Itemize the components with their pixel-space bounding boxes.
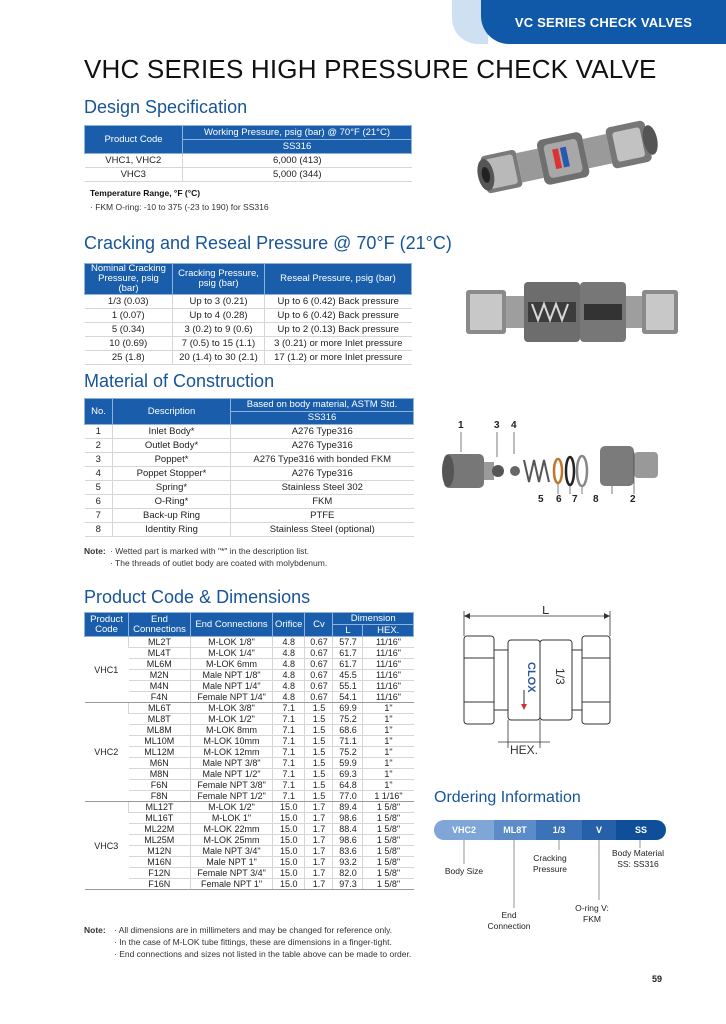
cell: 25 (1.8) <box>85 350 173 364</box>
table-row <box>85 725 414 736</box>
size-label: 1/3 <box>553 668 567 685</box>
cell: 15.0 <box>273 857 305 868</box>
table-row <box>85 703 414 714</box>
cell: 1 5/8" <box>363 868 414 879</box>
cell: ML8T <box>129 714 191 725</box>
prod-header-end: End Connections <box>129 613 191 637</box>
cell: 1 5/8" <box>363 813 414 824</box>
ordering-label-material: Body Material SS: SS316 <box>612 848 664 869</box>
cell: ML25M <box>129 835 191 846</box>
cell: 7.1 <box>273 747 305 758</box>
cell: 1 <box>85 425 113 439</box>
callout-8: 8 <box>593 494 599 505</box>
table-row <box>85 736 414 747</box>
cell: 7 <box>85 509 113 523</box>
cell: 1" <box>363 780 414 791</box>
cell: 1.7 <box>305 824 333 835</box>
cell: ML16T <box>129 813 191 824</box>
crack-header-reseal: Reseal Pressure, psig (bar) <box>265 264 412 295</box>
cell: M8N <box>129 769 191 780</box>
cell: 61.7 <box>333 659 363 670</box>
cell: Stainless Steel (optional) <box>231 523 414 537</box>
cell: FKM <box>231 495 414 509</box>
cell: F16N <box>129 879 191 890</box>
cell: 4.8 <box>273 637 305 648</box>
crack-header-cracking: Cracking Pressure, psig (bar) <box>173 264 265 295</box>
cell: 2 <box>85 439 113 453</box>
cell: 15.0 <box>273 802 305 813</box>
mat-header-based: Based on body material, ASTM Std. <box>231 399 414 412</box>
crack-header-nominal: Nominal Cracking Pressure, psig (bar) <box>85 264 173 295</box>
cell: 1.5 <box>305 769 333 780</box>
cell: 15.0 <box>273 868 305 879</box>
table-row <box>85 813 414 824</box>
cell: 1 5/8" <box>363 824 414 835</box>
cell: 98.6 <box>333 813 363 824</box>
cell: M-LOK 1/8" <box>191 637 273 648</box>
cell: Up to 4 (0.28) <box>173 308 265 322</box>
cell: ML22M <box>129 824 191 835</box>
prod-header-endconn: End Connections <box>191 613 273 637</box>
temp-range-title: Temperature Range, °F (°C) <box>90 188 201 198</box>
callout-1: 1 <box>458 420 464 431</box>
cell: 17 (1.2) or more Inlet pressure <box>265 350 412 364</box>
cell: 4.8 <box>273 681 305 692</box>
product-code-cell: VHC3 <box>85 802 129 890</box>
cell: 61.7 <box>333 648 363 659</box>
cell: A276 Type316 <box>231 425 414 439</box>
table-row <box>85 670 414 681</box>
mat-header-material: SS316 <box>231 412 414 425</box>
cell: 15.0 <box>273 813 305 824</box>
table-row <box>85 467 414 481</box>
cell: 15.0 <box>273 846 305 857</box>
prod-header-orifice: Orifice <box>273 613 305 637</box>
cell: 8 <box>85 523 113 537</box>
cell: ML10M <box>129 736 191 747</box>
cell: Female NPT 1/4" <box>191 692 273 703</box>
cell: 4.8 <box>273 648 305 659</box>
prod-header-l: L <box>333 625 363 637</box>
ordering-seg-oring: V <box>582 820 616 840</box>
cell: 0.67 <box>305 659 333 670</box>
cell: M16N <box>129 857 191 868</box>
cell: O-Ring* <box>113 495 231 509</box>
cell: Outlet Body* <box>113 439 231 453</box>
table-row <box>85 769 414 780</box>
cell: M-LOK 25mm <box>191 835 273 846</box>
cell: 11/16" <box>363 637 414 648</box>
header-tag: VC SERIES CHECK VALVES <box>481 0 726 44</box>
cell: ML6T <box>129 703 191 714</box>
ordering-label-end: End Connection <box>487 910 531 931</box>
table-row <box>85 322 412 336</box>
table-row <box>85 439 414 453</box>
cell: 98.6 <box>333 835 363 846</box>
cell: 97.3 <box>333 879 363 890</box>
cell: Up to 2 (0.13) Back pressure <box>265 322 412 336</box>
cell: M-LOK 12mm <box>191 747 273 758</box>
cell: 1 (0.07) <box>85 308 173 322</box>
cell: M-LOK 1/4" <box>191 648 273 659</box>
prod-header-cv: Cv <box>305 613 333 637</box>
table-row <box>85 824 414 835</box>
prod-header-dimension: Dimension <box>333 613 414 625</box>
ordering-bar <box>434 820 666 840</box>
cell: Male NPT 3/8" <box>191 758 273 769</box>
table-row <box>85 648 414 659</box>
table-row <box>85 425 414 439</box>
cell: Back-up Ring <box>113 509 231 523</box>
table-row <box>85 453 414 467</box>
cell: 54.1 <box>333 692 363 703</box>
cell: 1" <box>363 769 414 780</box>
table-row <box>85 835 414 846</box>
product-code-cell: VHC2 <box>85 703 129 802</box>
callout-3: 3 <box>494 420 500 431</box>
cell: F8N <box>129 791 191 802</box>
cell: VHC3 <box>85 168 183 182</box>
cell: 1.7 <box>305 879 333 890</box>
cell: 0.67 <box>305 681 333 692</box>
cell: 1" <box>363 747 414 758</box>
cell: 15.0 <box>273 835 305 846</box>
table-row <box>85 659 414 670</box>
page-title: VHC SERIES HIGH PRESSURE CHECK VALVE <box>84 54 657 84</box>
cell: 1.7 <box>305 846 333 857</box>
cell: 1" <box>363 714 414 725</box>
cell: 3 <box>85 453 113 467</box>
cell: ML4T <box>129 648 191 659</box>
cell: F6N <box>129 780 191 791</box>
table-row <box>85 350 412 364</box>
cell: 1" <box>363 736 414 747</box>
cell: 1/3 (0.03) <box>85 294 173 308</box>
dim-l-label: L <box>542 606 550 617</box>
cell: 45.5 <box>333 670 363 681</box>
cell: Male NPT 1" <box>191 857 273 868</box>
cell: 0.67 <box>305 637 333 648</box>
cell: F4N <box>129 692 191 703</box>
cell: 4 <box>85 467 113 481</box>
product-table <box>84 612 414 890</box>
cell: 11/16" <box>363 670 414 681</box>
table-row <box>85 308 412 322</box>
ordering-seg-material: SS <box>616 820 666 840</box>
cell: M-LOK 1/2" <box>191 714 273 725</box>
table-row <box>85 846 414 857</box>
cell: PTFE <box>231 509 414 523</box>
cell: 0.67 <box>305 670 333 681</box>
product-table-body <box>85 637 414 890</box>
cell: 6 <box>85 495 113 509</box>
cracking-table <box>84 263 412 365</box>
cell: 11/16" <box>363 692 414 703</box>
cell: 7.1 <box>273 769 305 780</box>
material-section-title: Material of Construction <box>84 371 275 391</box>
cell: Poppet Stopper* <box>113 467 231 481</box>
cell: 1.5 <box>305 747 333 758</box>
cell: 20 (1.4) to 30 (2.1) <box>173 350 265 364</box>
cell: 0.67 <box>305 692 333 703</box>
cell: 7.1 <box>273 780 305 791</box>
cell: Up to 3 (0.21) <box>173 294 265 308</box>
cell: 57.7 <box>333 637 363 648</box>
cell: M-LOK 6mm <box>191 659 273 670</box>
table-row <box>85 747 414 758</box>
cell: 15.0 <box>273 824 305 835</box>
design-header-code: Product Code <box>85 126 183 154</box>
table-row <box>85 791 414 802</box>
cell: 1" <box>363 758 414 769</box>
valve-cutaway <box>462 268 682 356</box>
cell: 1.5 <box>305 714 333 725</box>
page-number: 59 <box>652 974 663 984</box>
cell: 69.9 <box>333 703 363 714</box>
table-row <box>85 168 412 182</box>
table-row <box>85 294 412 308</box>
cell: VHC1, VHC2 <box>85 154 183 168</box>
ordering-label-body-size: Body Size <box>444 866 484 876</box>
product-note-label: Note: <box>84 925 106 935</box>
cell: 83.6 <box>333 846 363 857</box>
cell: 6,000 (413) <box>183 154 412 168</box>
material-note-1: · Wetted part is marked with "*" in the description list. <box>110 546 310 556</box>
cell: Up to 6 (0.42) Back pressure <box>265 294 412 308</box>
cell: A276 Type316 with bonded FKM <box>231 453 414 467</box>
cell: 5 <box>85 481 113 495</box>
cell: 1.5 <box>305 725 333 736</box>
table-row <box>85 879 414 890</box>
cell: 4.8 <box>273 659 305 670</box>
cell: ML6M <box>129 659 191 670</box>
cell: 82.0 <box>333 868 363 879</box>
cell: 3 (0.21) or more Inlet pressure <box>265 336 412 350</box>
cell: 5 (0.34) <box>85 322 173 336</box>
table-row <box>85 154 412 168</box>
cell: 0.67 <box>305 648 333 659</box>
cell: ML12T <box>129 802 191 813</box>
valve-photo <box>470 112 675 197</box>
product-section-title: Product Code & Dimensions <box>84 587 311 607</box>
cell: 68.6 <box>333 725 363 736</box>
cell: ML8M <box>129 725 191 736</box>
cell: 59.9 <box>333 758 363 769</box>
product-code-cell: VHC1 <box>85 637 129 703</box>
material-table <box>84 398 414 537</box>
hex-label: HEX. <box>510 743 539 756</box>
cell: Stainless Steel 302 <box>231 481 414 495</box>
cell: M-LOK 8mm <box>191 725 273 736</box>
cell: 93.2 <box>333 857 363 868</box>
table-row <box>85 495 414 509</box>
cell: 64.8 <box>333 780 363 791</box>
cell: 1 5/8" <box>363 846 414 857</box>
cell: 77.0 <box>333 791 363 802</box>
cell: Female NPT 3/8" <box>191 780 273 791</box>
cell: 1 5/8" <box>363 857 414 868</box>
callout-2: 2 <box>630 494 636 505</box>
cell: 1.5 <box>305 703 333 714</box>
cell: Male NPT 1/4" <box>191 681 273 692</box>
cell: 1 5/8" <box>363 835 414 846</box>
cell: 4.8 <box>273 670 305 681</box>
cell: 55.1 <box>333 681 363 692</box>
cell: Identity Ring <box>113 523 231 537</box>
cell: A276 Type316 <box>231 467 414 481</box>
prod-header-code: Product Code <box>85 613 129 637</box>
cell: Up to 6 (0.42) Back pressure <box>265 308 412 322</box>
cell: 75.2 <box>333 714 363 725</box>
cell: 75.2 <box>333 747 363 758</box>
cell: 1" <box>363 703 414 714</box>
callout-5: 5 <box>538 494 544 505</box>
cell: M4N <box>129 681 191 692</box>
cell: 7.1 <box>273 736 305 747</box>
cell: 1.7 <box>305 868 333 879</box>
cracking-section-title: Cracking and Reseal Pressure @ 70°F (21°C) <box>84 233 452 253</box>
cell: Spring* <box>113 481 231 495</box>
cell: Female NPT 1" <box>191 879 273 890</box>
dimension-drawing <box>440 606 655 756</box>
cell: 1.5 <box>305 791 333 802</box>
cell: 4.8 <box>273 692 305 703</box>
mat-header-no: No. <box>85 399 113 425</box>
cell: M6N <box>129 758 191 769</box>
callout-6: 6 <box>556 494 562 505</box>
cell: 11/16" <box>363 659 414 670</box>
body-mark: CLOX <box>525 662 537 693</box>
table-row <box>85 481 414 495</box>
cell: 1.7 <box>305 813 333 824</box>
cell: M-LOK 22mm <box>191 824 273 835</box>
cell: 5,000 (344) <box>183 168 412 182</box>
cell: ML12M <box>129 747 191 758</box>
table-row <box>85 637 414 648</box>
exploded-view <box>440 432 665 494</box>
cell: 1.5 <box>305 758 333 769</box>
cell: A276 Type316 <box>231 439 414 453</box>
cell: M-LOK 3/8" <box>191 703 273 714</box>
table-row <box>85 868 414 879</box>
design-header-pressure: Working Pressure, psig (bar) @ 70°F (21°C) <box>183 126 412 140</box>
cell: 15.0 <box>273 879 305 890</box>
design-header-material: SS316 <box>183 140 412 154</box>
cell: 71.1 <box>333 736 363 747</box>
cell: M2N <box>129 670 191 681</box>
table-row <box>85 857 414 868</box>
cell: Male NPT 1/8" <box>191 670 273 681</box>
material-note-label: Note: <box>84 546 106 556</box>
cell: 1 5/8" <box>363 879 414 890</box>
table-row <box>85 758 414 769</box>
temp-range-line: · FKM O-ring: -10 to 375 (-23 to 190) for SS316 <box>90 202 269 212</box>
cell: 7.1 <box>273 758 305 769</box>
table-row <box>85 692 414 703</box>
callout-4: 4 <box>511 420 517 431</box>
cell: M-LOK 1" <box>191 813 273 824</box>
cell: 88.4 <box>333 824 363 835</box>
cell: M-LOK 1/2" <box>191 802 273 813</box>
cell: 89.4 <box>333 802 363 813</box>
cell: Inlet Body* <box>113 425 231 439</box>
cell: F12N <box>129 868 191 879</box>
cell: 11/16" <box>363 681 414 692</box>
product-note-3: · End connections and sizes not listed in the table above can be made to order. <box>114 949 412 959</box>
cell: ML2T <box>129 637 191 648</box>
cell: Poppet* <box>113 453 231 467</box>
design-section-title: Design Specification <box>84 97 248 117</box>
product-note-2: · In the case of M-LOK tube fittings, these are dimensions in a finger-tight. <box>114 937 392 947</box>
product-note-1: · All dimensions are in millimeters and may be changed for reference only. <box>114 925 393 935</box>
cell: 1.7 <box>305 835 333 846</box>
cell: Female NPT 1/2" <box>191 791 273 802</box>
cell: 1.5 <box>305 736 333 747</box>
callout-7: 7 <box>572 494 578 505</box>
cell: 3 (0.2) to 9 (0.6) <box>173 322 265 336</box>
design-table <box>84 125 412 182</box>
table-row <box>85 780 414 791</box>
cell: 1.7 <box>305 802 333 813</box>
cell: 7.1 <box>273 703 305 714</box>
cell: 1 5/8" <box>363 802 414 813</box>
table-row <box>85 336 412 350</box>
cell: 7.1 <box>273 791 305 802</box>
cell: 7.1 <box>273 725 305 736</box>
cell: Male NPT 1/2" <box>191 769 273 780</box>
cell: 1 1/16" <box>363 791 414 802</box>
cell: Male NPT 3/4" <box>191 846 273 857</box>
cell: M12N <box>129 846 191 857</box>
ordering-title: Ordering Information <box>434 789 581 806</box>
cell: 11/16" <box>363 648 414 659</box>
ordering-seg-end: ML8T <box>494 820 536 840</box>
cell: 1.7 <box>305 857 333 868</box>
cell: Female NPT 3/4" <box>191 868 273 879</box>
material-note-2: · The threads of outlet body are coated with molybdenum. <box>110 558 328 568</box>
ordering-label-cracking: Cracking Pressure <box>532 853 567 874</box>
prod-header-hex: HEX. <box>363 625 414 637</box>
ordering-seg-size: VHC2 <box>434 820 494 840</box>
table-row <box>85 509 414 523</box>
ordering-label-oring: O-ring V: FKM <box>575 903 609 924</box>
table-row <box>85 523 414 537</box>
ordering-seg-cracking: 1/3 <box>536 820 582 840</box>
cell: 69.3 <box>333 769 363 780</box>
table-row <box>85 802 414 813</box>
mat-header-desc: Description <box>113 399 231 425</box>
cell: 7.1 <box>273 714 305 725</box>
cell: 7 (0.5) to 15 (1.1) <box>173 336 265 350</box>
cell: 10 (0.69) <box>85 336 173 350</box>
cell: 1.5 <box>305 780 333 791</box>
table-row <box>85 681 414 692</box>
cell: M-LOK 10mm <box>191 736 273 747</box>
cell: 1" <box>363 725 414 736</box>
table-row <box>85 714 414 725</box>
